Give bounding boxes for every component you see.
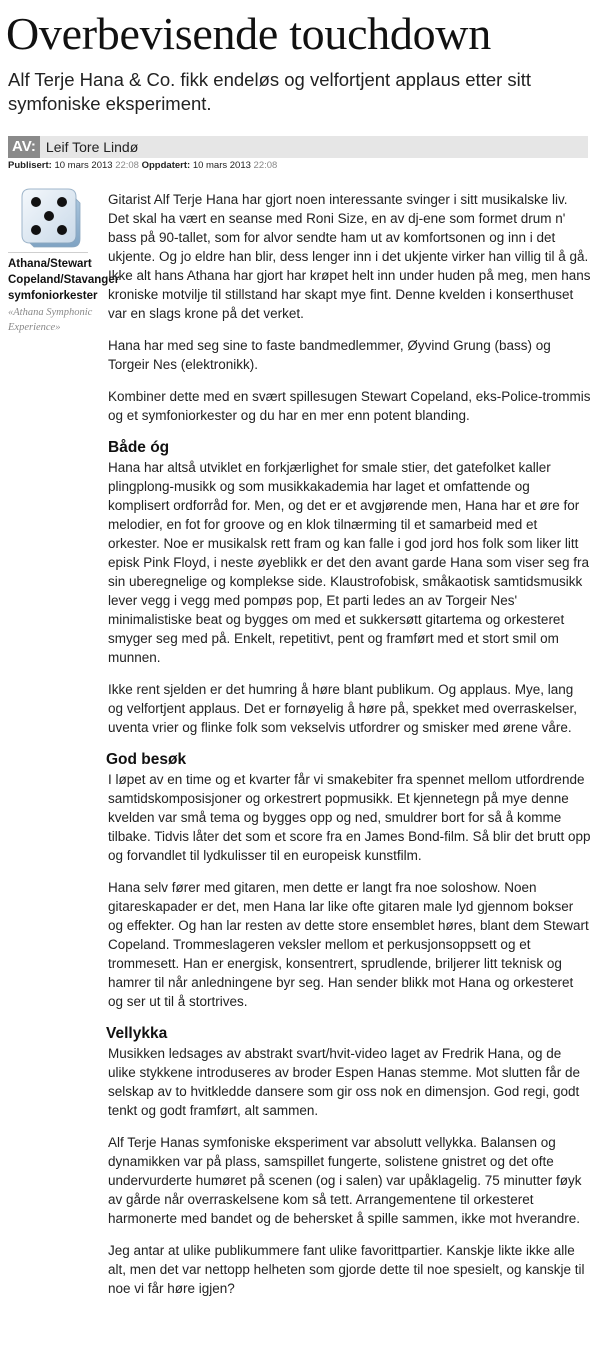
- updated-date: 10 mars 2013: [192, 160, 251, 171]
- review-factbox: [8, 185, 120, 335]
- published-label: Publisert:: [8, 160, 52, 171]
- article-section: [106, 438, 591, 737]
- article-section: [106, 1024, 591, 1298]
- section-heading: Vellykka: [106, 1025, 168, 1042]
- body-paragraph: Gitarist Alf Terje Hana har gjort noen interessante svinger i sitt musikalske liv. Det skal ha vært en seanse med Roni Size, en av dj-ene som formet drum n' bass på 90-tallet, som for alvor sendte ham ut av komfortsonen og inn i det ukjente. Og jo eldre han blir, dess lenger inn i det ukjente virker han villig til å gå. Ikke alt hans Athana har gjort har krøpet helt inn under huden på meg, men hans kroniske motvilje til stillstand har skapt mye fint. Denne kvelden i konserthuset var en slags krone på det verket.: [108, 192, 591, 321]
- body-paragraph: Musikken ledsages av abstrakt svart/hvit-video laget av Fredrik Hana, og de ulike stykkene introduseres av broder Espen Hanas stemme. Mot slutten får de selskap av to hvitkledde dansere som gir oss nok en dimensjon. God regi, godt tenkt og godt framført, alt sammen.: [108, 1046, 580, 1118]
- body-paragraph: I løpet av en time og et kvarter får vi smakebiter fra spennet mellom utfordrende samtidskomposisjoner og orkestrert popmusikk. Et kjennetegn på mye denne kvelden var små tema og bygges opp og ned, smuldrer bort for så å komme tilbake. Tidvis låter det som et score fra en James Bond-film. Så blir det brutt opp og forvandlet til lydkulisser til en europeisk kunstfilm.: [108, 772, 591, 863]
- author-name[interactable]: Leif Tore Lindø: [45, 139, 139, 155]
- factbox-subtitle: «Athana Symphonic Experience»: [8, 307, 93, 333]
- factbox-title: [8, 256, 120, 304]
- updated-label: Oppdatert:: [141, 160, 191, 171]
- body-paragraph: Hana selv fører med gitaren, men dette er langt fra noe soloshow. Noen gitareskapader er det, men Hana lar like ofte gitaren male lyd gjennom bokser og effekter. Og han lar resten av dette store ensemblet høres, blant dem Stewart Copeland. Trommeslageren veksler mellom et perkusjonsoppsett og et trommesett. Han er energisk, konsentrert, sprudlende, briljerer litt teknisk og hamrer til når anledningene byr seg. Han sender blikk mot Hana og orkesteret og ser ut til å stortrives.: [108, 880, 589, 1009]
- factbox-title-line: Athana/Stewart: [8, 258, 92, 270]
- publish-dates: [8, 160, 277, 171]
- body-paragraph: Hana har med seg sine to faste bandmedlemmer, Øyvind Grung (bass) og Torgeir Nes (elektronikk).: [108, 338, 551, 372]
- body-paragraph: Hana har altså utviklet en forkjærlighet for smale stier, det gatefolket kaller plingplong-musikk og som musikkakademia har laget et omfattende og komplisert ordforråd for. Men, og det er et avgjørende men, Hana har et øre for melodier, en fot for groove og en klok tilnærming til et samarbeid med et orkester. Noe er musikalsk rett fram og kan falle i god jord hos folk som liker litt episk Pink Floyd, i neste øyeblikk er det den avant garde Hana som viser seg fra sin uberegnelige og komplekse side. Klaustrofobisk, småkaotisk samtidsmusikk lever vegg i vegg med pompøs pop, Et parti ledes an av Torgeir Nes' minimalistiske beat og bygges om med et sukkersøtt gitartema og orkesteret smyger seg med på. Enkelt, repetitivt, pent og framført med et stort smil om munnen.: [108, 460, 589, 665]
- body-paragraph: Jeg antar at ulike publikummere fant ulike favorittpartier. Kanskje likte ikke alle alt, men det var nettopp helheten som gjorde dette til noe spesielt, og kanskje til noe vi får høre igjen?: [108, 1243, 585, 1296]
- article-title: Overbevisende touchdown: [6, 8, 491, 59]
- published-time: 22:08: [115, 160, 139, 171]
- dice-five-icon: [14, 185, 84, 251]
- published-date: 10 mars 2013: [54, 160, 113, 171]
- article-lead: Alf Terje Hana & Co. fikk endeløs og velfortjent applaus etter sitt symfoniske eksperiment.: [8, 69, 532, 114]
- body-paragraph: Kombiner dette med en svært spillesugen Stewart Copeland, eks-Police-trommis og et symfoniorkester og du har en mer enn potent blanding.: [108, 389, 591, 423]
- factbox-title-line: symfoniorkester: [8, 290, 98, 302]
- byline-bar: [8, 136, 588, 158]
- factbox-divider: [8, 252, 88, 253]
- section-heading: Både óg: [108, 439, 170, 456]
- article-body: [106, 190, 591, 1311]
- body-paragraph: Alf Terje Hanas symfoniske eksperiment var absolutt vellykka. Balansen og dynamikken var på plass, samspillet fungerte, solistene gnistret og det ofte undervurderte humøret på scenen (og i salen) var upåklagelig. 75 minutter føyk av gårde når overraskelsene kom så tett. Arrangementene til orkesteret harmonerte med bandet og de behersket å spille sammen, ikke mot hverandre.: [108, 1135, 582, 1226]
- section-heading: God besøk: [106, 751, 187, 768]
- body-paragraph: Ikke rent sjelden er det humring å høre blant publikum. Og applaus. Mye, lang og velfortjent applaus. Det er fornøyelig å høre på, spekket med overraskelser, uventa vrier og flinke folk som vekselvis utfordrer og smisker med ørene våre.: [108, 682, 577, 735]
- article-section: [106, 750, 591, 1011]
- updated-time: 22:08: [253, 160, 278, 171]
- byline-prefix: AV:: [8, 136, 40, 158]
- factbox-title-line: Copeland/Stavanger: [8, 274, 120, 286]
